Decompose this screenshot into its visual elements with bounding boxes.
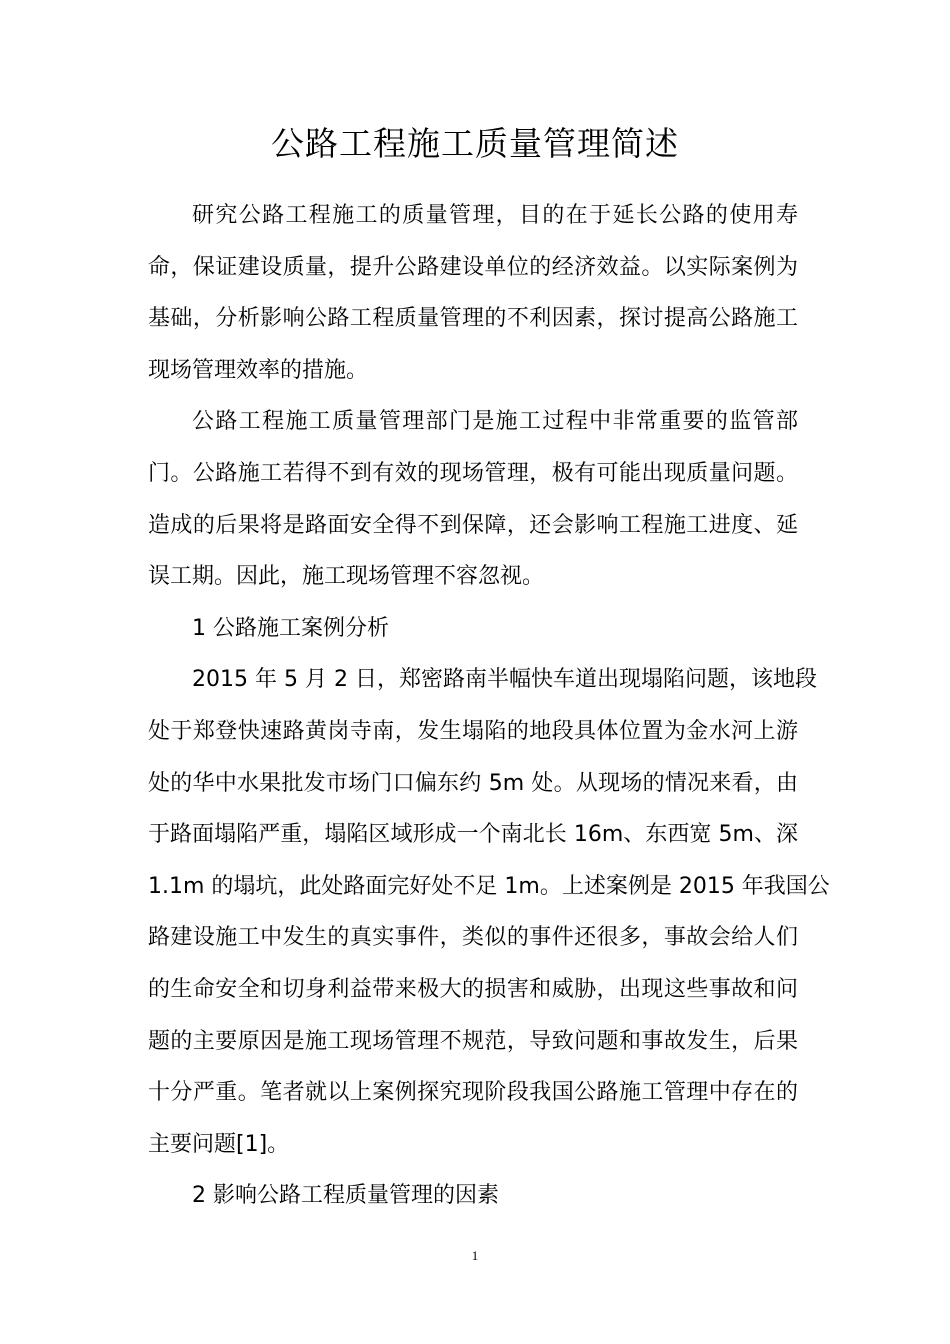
paragraph-line: 处的华中水果批发市场门口偏东约 5m 处。从现场的情况来看，由 [148, 770, 798, 796]
section-heading-1: 1 公路施工案例分析 [192, 615, 389, 641]
paragraph-line: 题的主要原因是施工现场管理不规范，导致问题和事故发生，后果 [148, 1028, 798, 1054]
paragraph-line: 公路工程施工质量管理部门是施工过程中非常重要的监管部 [192, 409, 798, 435]
document-title: 公路工程施工质量管理简述 [271, 124, 679, 163]
paragraph-management [148, 396, 798, 602]
paragraph-line: 的生命安全和切身利益带来极大的损害和威胁，出现这些事故和问 [148, 976, 798, 1002]
section-heading-2: 2 影响公路工程质量管理的因素 [192, 1183, 499, 1209]
paragraph-line: 误工期。因此，施工现场管理不容忽视。 [148, 564, 545, 590]
paragraph-line: 处于郑登快速路黄岗寺南，发生塌陷的地段具体位置为金水河上游 [148, 718, 798, 744]
paragraph-line: 命，保证建设质量，提升公路建设单位的经济效益。以实际案例为 [148, 254, 798, 280]
paragraph-line: 现场管理效率的措施。 [148, 357, 369, 383]
paragraph-line: 造成的后果将是路面安全得不到保障，还会影响工程施工进度、延 [148, 512, 798, 538]
paragraph-case-study [148, 654, 830, 1170]
paragraph-line: 于路面塌陷严重，塌陷区域形成一个南北长 16m、东西宽 5m、深 [148, 822, 798, 848]
paragraph-line: 主要问题[1]。 [148, 1131, 290, 1157]
paragraph-intro [148, 190, 798, 396]
document-body [148, 190, 830, 1222]
paragraph-line: 门。公路施工若得不到有效的现场管理，极有可能出现质量问题。 [148, 460, 798, 486]
paragraph-line: 十分严重。笔者就以上案例探究现阶段我国公路施工管理中存在的 [148, 1080, 798, 1106]
paragraph-line: 研究公路工程施工的质量管理，目的在于延长公路的使用寿 [192, 203, 798, 228]
paragraph-line: 基础，分析影响公路工程质量管理的不利因素，探讨提高公路施工 [148, 306, 798, 332]
page-number: 1 [471, 1248, 479, 1263]
paragraph-line: 2015 年 5 月 2 日，郑密路南半幅快车道出现塌陷问题，该地段 [192, 667, 817, 693]
paragraph-line: 1.1m 的塌坑，此处路面完好处不足 1m。上述案例是 2015 年我国公 [148, 873, 830, 899]
paragraph-line: 路建设施工中发生的真实事件，类似的事件还很多，事故会给人们 [148, 925, 798, 951]
